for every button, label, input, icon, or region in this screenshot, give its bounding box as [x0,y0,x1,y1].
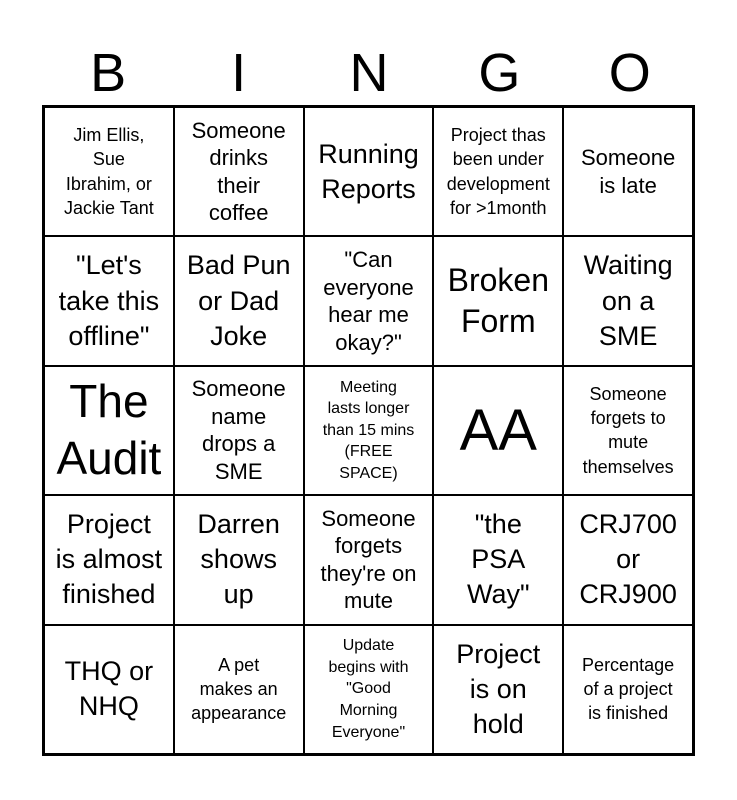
cell-text: Broken Form [447,261,549,340]
cell-text: A pet makes an appearance [191,654,287,724]
bingo-cell[interactable] [44,366,174,495]
bingo-cell[interactable] [563,107,693,236]
header-letter-i: I [231,43,247,103]
bingo-board [42,105,695,756]
header-letter-n: N [349,43,389,103]
cell-text: "Can everyone hear me okay?" [323,247,414,355]
cell-text: Waiting on a SME [583,250,673,351]
bingo-cell[interactable] [304,236,434,365]
header-letter-g: G [478,43,521,103]
cell-text: Someone forgets to mute themselves [582,383,674,477]
cell-text: The Audit [56,374,162,485]
bingo-cell[interactable] [304,366,434,495]
cell-text: Meeting lasts longer than 15 mins (FREE SPACE) [322,378,415,482]
cell-text: AA [459,397,537,463]
cell-text: Jim Ellis, Sue Ibrahim, or Jackie Tant [64,125,154,218]
bingo-cell[interactable] [174,495,304,624]
bingo-cell[interactable] [433,236,563,365]
cell-text: Someone name drops a SME [191,376,286,484]
cell-text: CRJ700 or CRJ900 [579,509,677,610]
bingo-cell[interactable] [174,625,304,754]
bingo-cell[interactable] [563,625,693,754]
cell-text: Project is on hold [456,638,541,739]
bingo-cell[interactable] [433,625,563,754]
cell-text: Darren shows up [197,509,280,610]
cell-text: Update begins with "Good Morning Everyone" [328,637,409,741]
free-space-cell[interactable] [433,366,563,495]
bingo-cell[interactable] [44,236,174,365]
bingo-cell[interactable] [433,107,563,236]
cell-text: Someone is late [581,145,676,198]
cell-text: Bad Pun or Dad Joke [186,250,291,351]
cell-text: "Let's take this offline" [58,250,160,351]
cell-text: Project thas been under development for >1month [446,125,550,218]
cell-text: Someone forgets they're on mute [320,505,417,614]
bingo-cell[interactable] [433,495,563,624]
cell-text: THQ or NHQ [64,656,154,722]
bingo-cell[interactable] [304,107,434,236]
bingo-cell[interactable] [44,625,174,754]
cell-text: Someone drinks their coffee [191,117,286,226]
bingo-cell[interactable] [304,495,434,624]
bingo-cell[interactable] [563,495,693,624]
bingo-cell[interactable] [304,625,434,754]
header-letter-b: B [90,43,127,103]
bingo-cell[interactable] [44,495,174,624]
bingo-cell[interactable] [563,366,693,495]
cell-text: Running Reports [318,138,419,204]
bingo-cell[interactable] [174,107,304,236]
header-letter-o: O [608,43,651,103]
bingo-cell[interactable] [174,236,304,365]
bingo-cell[interactable] [44,107,174,236]
cell-text: Percentage of a project is finished [582,654,675,724]
bingo-cell[interactable] [174,366,304,495]
bingo-header [43,40,695,106]
cell-text: "the PSA Way" [466,509,530,610]
bingo-cell[interactable] [563,236,693,365]
cell-text: Project is almost finished [55,509,163,610]
